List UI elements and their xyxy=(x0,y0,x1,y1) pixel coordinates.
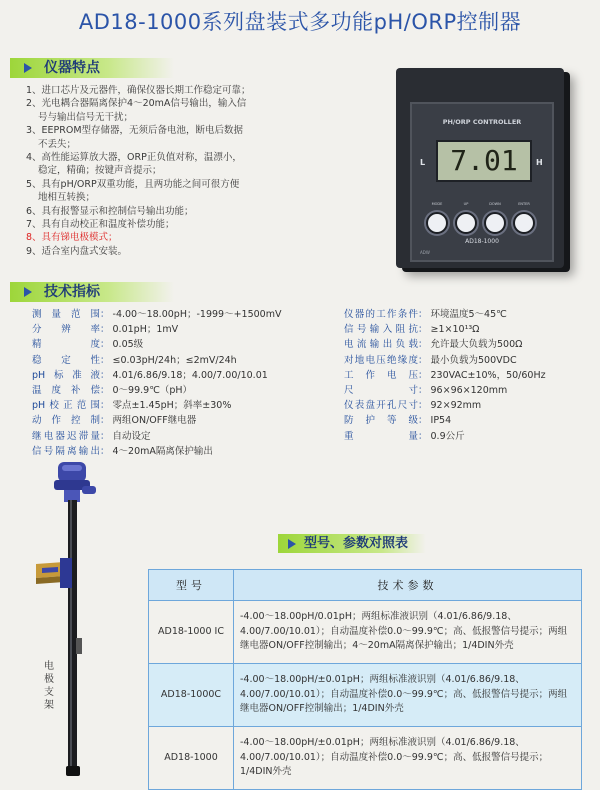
feature-item: 6、具有报警显示和控制信号输出功能； xyxy=(26,205,194,217)
specs-section-label: 技术指标 xyxy=(10,282,174,302)
spec-value: -4.00～18.00pH；-1999～+1500mV xyxy=(112,309,282,320)
features-list xyxy=(26,84,296,258)
spec-row: pH标准液 ： 4.01/6.86/9.18；4.00/7.00/10.01 xyxy=(32,368,281,383)
spec-key: 仪表盘开孔尺寸 xyxy=(344,400,418,412)
spec-key: 继电器迟滞量 xyxy=(32,430,100,442)
device-button-label: ENTER xyxy=(518,202,530,206)
feature-item: 不丢失； xyxy=(38,138,77,150)
device-left-label: L xyxy=(420,158,426,167)
spec-key: 分辨率 xyxy=(32,324,100,336)
spec-row: 尺寸 ： 96×96×120mm xyxy=(344,383,546,398)
device-footer: ADW xyxy=(420,250,430,255)
device-housing xyxy=(396,68,564,268)
stand-label: 电极支架 xyxy=(44,661,54,711)
feature-item: 地相互转换； xyxy=(38,192,96,204)
spec-key: 温度补偿 xyxy=(32,384,100,396)
spec-value: 0.01pH；1mV xyxy=(112,324,179,336)
table-header-row xyxy=(149,570,582,601)
spec-key: 工作电压 xyxy=(344,369,418,381)
table-cell-model: AD18-1000 xyxy=(149,727,234,790)
spec-row: 继电器迟滞量 ： 自动设定 xyxy=(32,429,281,444)
spec-value: 4.01/6.86/9.18；4.00/7.00/10.01 xyxy=(112,369,268,381)
stand-foot xyxy=(66,766,80,776)
stand-clamp xyxy=(54,462,96,502)
device-display: 7.01 xyxy=(436,140,532,182)
spec-value: 4～20mA隔离保护输出 xyxy=(112,445,213,457)
spec-value: ≥1×10¹³Ω xyxy=(430,324,480,336)
spec-value: 230VAC±10%，50/60Hz xyxy=(430,369,546,381)
device-button-label: MODE xyxy=(431,202,443,206)
stand-holder xyxy=(36,558,72,588)
spec-key: pH标准液 xyxy=(32,369,100,381)
feature-item: 7、具有自动校正和温度补偿功能； xyxy=(26,219,175,231)
spec-value: 0.05级 xyxy=(112,339,144,351)
spec-key: 信号输入阻抗 xyxy=(344,324,418,336)
spec-row: 温度补偿 ： 0～99.9℃（pH） xyxy=(32,383,281,398)
device-button-label: DOWN xyxy=(489,202,501,206)
spec-row: 稳定性 ： ≤0.03pH/24h；≤2mV/24h xyxy=(32,353,281,368)
feature-item: 1、进口芯片及元器件，确保仪器长期工作稳定可靠； xyxy=(26,85,251,96)
spec-key: 重量 xyxy=(344,430,418,442)
spec-row: 对地电压绝缘度 ： 最小负载为500VDC xyxy=(344,353,546,368)
device-model: AD18-1000 xyxy=(465,238,499,245)
spec-value: ≤0.03pH/24h；≤2mV/24h xyxy=(112,354,237,366)
table-cell-model: AD18-1000C xyxy=(149,664,234,727)
stand-clip xyxy=(76,638,82,654)
spec-key: 电流输出负载 xyxy=(344,339,418,351)
device-down-button xyxy=(484,212,506,234)
controller-device-image xyxy=(388,58,576,272)
specs-right-column xyxy=(344,307,546,444)
spec-row: pH校正范围 ： 零点±1.45pH；斜率±30% xyxy=(32,398,281,413)
spec-key: 信号隔离输出 xyxy=(32,445,100,457)
spec-value: 环境温度5～45℃ xyxy=(430,309,507,320)
feature-item: 3、EEPROM型存储器，无须后备电池，断电后数据 xyxy=(26,125,244,137)
spec-value: 96×96×120mm xyxy=(430,384,508,396)
stand-rod xyxy=(68,500,77,770)
device-enter-button xyxy=(513,212,535,234)
table-row xyxy=(149,601,582,664)
spec-key: 尺寸 xyxy=(344,384,418,396)
feature-item: 号与输出信号无干扰； xyxy=(38,111,134,123)
spec-key: pH校正范围 xyxy=(32,400,100,412)
device-mode-button xyxy=(426,212,448,234)
table-cell-params: -4.00～18.00pH/±0.01pH；两组标准液识别（4.01/6.86/9.18、4.00/7.00/10.01）；自动温度补偿0.0～99.9℃；高、低报警信号提示；两组继电器ON/OFF控制输出；1/4DIN外壳 xyxy=(234,664,582,727)
page-title: AD18-1000系列盘装式多功能pH/ORP控制器 xyxy=(78,10,522,34)
device-up-button xyxy=(455,212,477,234)
table-header-model: 型号 xyxy=(149,570,234,601)
feature-item: 9、适合室内盘式安装。 xyxy=(26,245,128,257)
feature-item: 4、高性能运算放大器，ORP正负值对称，温漂小， xyxy=(26,152,242,164)
spec-key: 仪器的工作条件 xyxy=(344,309,418,320)
feature-item: 5、具有pH/ORP双重功能，且两功能之间可很方便 xyxy=(26,178,240,190)
spec-value: 最小负载为500VDC xyxy=(430,354,517,366)
spec-row: 防护等级 ： IP54 xyxy=(344,413,546,428)
table-section-label: 型号、参数对照表 xyxy=(278,534,426,553)
table-cell-params: -4.00～18.00pH/±0.01pH；两组标准液识别（4.01/6.86/9.18、4.00/7.00/10.01）；自动温度补偿0.0～99.9℃；高、低报警信号提示；1/4DIN外壳 xyxy=(234,727,582,790)
spec-value: IP54 xyxy=(430,415,452,427)
spec-row: 信号隔离输出 ： 4～20mA隔离保护输出 xyxy=(32,444,281,459)
spec-row: 工作电压 ： 230VAC±10%，50/60Hz xyxy=(344,368,546,383)
spec-key: 防护等级 xyxy=(344,415,418,427)
electrode-stand-image xyxy=(30,462,110,780)
table-row xyxy=(149,664,582,727)
features-section-label: 仪器特点 xyxy=(10,58,174,78)
device-panel xyxy=(410,102,554,262)
device-brand: PH/ORP CONTROLLER xyxy=(442,118,522,126)
spec-row: 动作控制 ： 两组ON/OFF继电器 xyxy=(32,413,281,428)
spec-row: 测量范围 ： -4.00～18.00pH；-1999～+1500mV xyxy=(32,307,281,322)
spec-key: 对地电压绝缘度 xyxy=(344,354,418,366)
table-cell-model: AD18-1000 IC xyxy=(149,601,234,664)
spec-key: 测量范围 xyxy=(32,309,100,320)
model-parameter-table xyxy=(148,569,582,790)
feature-item-highlight: 8、具有锑电极模式； xyxy=(26,232,118,244)
spec-value: 0～99.9℃（pH） xyxy=(112,384,193,396)
spec-key: 精度 xyxy=(32,339,100,351)
spec-value: 零点±1.45pH；斜率±30% xyxy=(112,400,232,412)
spec-row: 仪器的工作条件 ： 环境温度5～45℃ xyxy=(344,307,546,322)
spec-row: 分辨率 ： 0.01pH；1mV xyxy=(32,322,281,337)
spec-row: 电流输出负载 ： 允许最大负载为500Ω xyxy=(344,337,546,352)
spec-value: 允许最大负载为500Ω xyxy=(430,339,523,351)
spec-row: 精度 ： 0.05级 xyxy=(32,337,281,352)
device-right-label: H xyxy=(536,158,543,167)
table-row xyxy=(149,727,582,790)
table-cell-params: -4.00～18.00pH/0.01pH；两组标准液识别（4.01/6.86/9.18、4.00/7.00/10.01）；自动温度补偿0.0～99.9℃；高、低报警信号提示；两组继电器ON/OFF控制输出；4～20mA隔离保护输出；1/4DIN外壳 xyxy=(234,601,582,664)
spec-value: 自动设定 xyxy=(112,430,151,442)
spec-key: 稳定性 xyxy=(32,354,100,366)
device-button-label: UP xyxy=(463,202,469,206)
spec-value: 0.9公斤 xyxy=(430,430,465,442)
feature-item: 2、光电耦合器隔离保护4～20mA信号输出，输入信 xyxy=(26,98,247,110)
spec-row: 信号输入阻抗 ： ≥1×10¹³Ω xyxy=(344,322,546,337)
feature-item: 稳定，精确；按键声音提示； xyxy=(38,165,162,177)
spec-value: 92×92mm xyxy=(430,400,482,412)
spec-row: 仪表盘开孔尺寸 ： 92×92mm xyxy=(344,398,546,413)
spec-value: 两组ON/OFF继电器 xyxy=(112,415,197,427)
specs-left-column xyxy=(32,307,281,459)
spec-row: 重量 ： 0.9公斤 xyxy=(344,429,546,444)
spec-key: 动作控制 xyxy=(32,415,100,427)
table-header-params: 技术参数 xyxy=(234,570,582,601)
